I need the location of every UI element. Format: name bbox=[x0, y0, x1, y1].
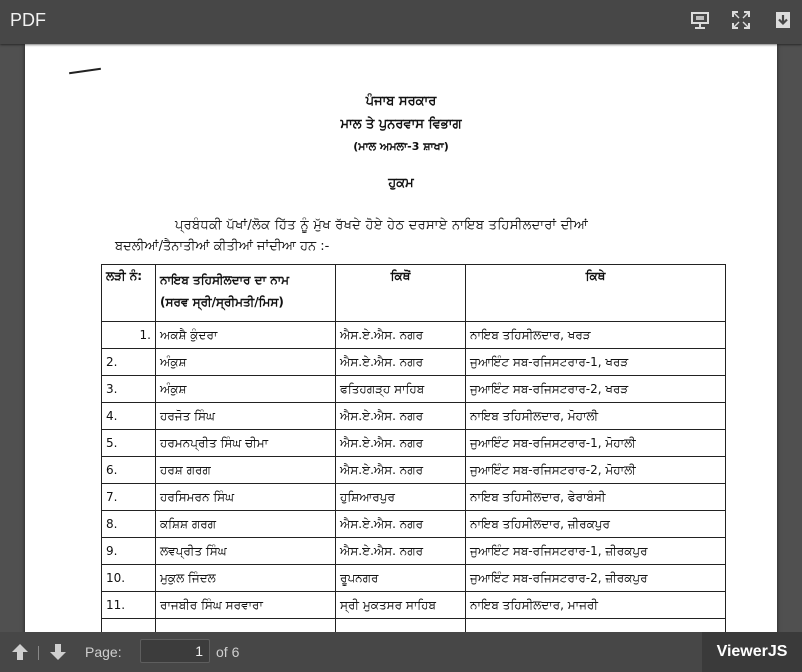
document-viewport[interactable] bbox=[0, 44, 802, 632]
row-to bbox=[466, 619, 726, 633]
header-department: ਮਾਲ ਤੇ ਪੁਨਰਵਾਸ ਵਿਭਾਗ bbox=[340, 117, 462, 132]
row-serial: 11. bbox=[102, 592, 156, 619]
scan-mark bbox=[69, 68, 101, 74]
row-from: ਐਸ.ਏ.ਐਸ. ਨਗਰ bbox=[336, 538, 466, 565]
row-from: ਐਸ.ਏ.ਐਸ. ਨਗਰ bbox=[336, 511, 466, 538]
row-serial: 2. bbox=[102, 349, 156, 376]
row-from: ਰੂਪਨਗਰ bbox=[336, 565, 466, 592]
table-row bbox=[102, 484, 726, 511]
header-name bbox=[156, 265, 336, 322]
row-serial: 7. bbox=[102, 484, 156, 511]
arrow-up-icon[interactable] bbox=[10, 642, 30, 662]
row-name: ਹਰਜੋਤ ਸਿੰਘ bbox=[156, 403, 336, 430]
viewerjs-brand[interactable]: ViewerJS bbox=[702, 632, 802, 672]
row-from: ਫਤਿਹਗੜ੍ਹ ਸਾਹਿਬ bbox=[336, 376, 466, 403]
transfer-table bbox=[101, 264, 726, 632]
table-header-row bbox=[102, 265, 726, 322]
row-from: ਐਸ.ਏ.ਐਸ. ਨਗਰ bbox=[336, 457, 466, 484]
row-from: ਐਸ.ਏ.ਐਸ. ਨਗਰ bbox=[336, 403, 466, 430]
table-row bbox=[102, 457, 726, 484]
row-from: ਸ੍ਰੀ ਮੁਕਤਸਰ ਸਾਹਿਬ bbox=[336, 592, 466, 619]
row-name: ਰਾਜਬੀਰ ਸਿੰਘ ਸਰਵਾਰਾ bbox=[156, 592, 336, 619]
table-row bbox=[102, 565, 726, 592]
row-serial bbox=[102, 619, 156, 633]
row-name: ਹਰਸਿਮਰਨ ਸਿੰਘ bbox=[156, 484, 336, 511]
row-name bbox=[156, 619, 336, 633]
header-from: ਕਿਥੋਂ bbox=[336, 265, 466, 322]
row-name: ਅਕਸ਼ੈ ਕੁੰਦਰਾ bbox=[156, 322, 336, 349]
row-name: ਹਰਸ਼ ਗਰਗ bbox=[156, 457, 336, 484]
row-to: ਜੁਆਇੰਟ ਸਬ-ਰਜਿਸਟਰਾਰ-1, ਖਰੜ bbox=[466, 349, 726, 376]
row-serial: 8. bbox=[102, 511, 156, 538]
table-row-partial bbox=[102, 619, 726, 633]
table-row bbox=[102, 376, 726, 403]
header-to: ਕਿਥੇ bbox=[466, 265, 726, 322]
toolbar-separator bbox=[38, 646, 39, 660]
presentation-icon[interactable] bbox=[690, 10, 710, 30]
table-row bbox=[102, 403, 726, 430]
row-to: ਨਾਇਬ ਤਹਿਸੀਲਦਾਰ, ਮੋਹਾਲੀ bbox=[466, 403, 726, 430]
order-title: ਹੁਕਮ bbox=[388, 176, 414, 191]
row-from bbox=[336, 619, 466, 633]
row-to: ਜੁਆਇੰਟ ਸਬ-ਰਜਿਸਟਰਾਰ-2, ਮੋਹਾਲੀ bbox=[466, 457, 726, 484]
row-to: ਨਾਇਬ ਤਹਿਸੀਲਦਾਰ, ਫੇਰਾਬੰਸੀ bbox=[466, 484, 726, 511]
page-number-input[interactable] bbox=[140, 639, 210, 663]
document-title: PDF bbox=[10, 10, 46, 30]
row-from: ਹੁਸ਼ਿਆਰਪੁਰ bbox=[336, 484, 466, 511]
row-serial: 5. bbox=[102, 430, 156, 457]
row-name: ਕਸ਼ਿਸ਼ ਗਰਗ bbox=[156, 511, 336, 538]
row-serial: 1. bbox=[102, 322, 156, 349]
arrow-down-icon[interactable] bbox=[48, 642, 68, 662]
row-serial: 6. bbox=[102, 457, 156, 484]
row-to: ਜੁਆਇੰਟ ਸਬ-ਰਜਿਸਟਰਾਰ-1, ਜ਼ੀਰਕਪੁਰ bbox=[466, 538, 726, 565]
row-to: ਜੁਆਇੰਟ ਸਬ-ਰਜਿਸਟਰਾਰ-2, ਖਰੜ bbox=[466, 376, 726, 403]
header-government: ਪੰਜਾਬ ਸਰਕਾਰ bbox=[365, 94, 437, 109]
table-row bbox=[102, 592, 726, 619]
row-name: ਅੰਕੁਸ਼ bbox=[156, 376, 336, 403]
table-row bbox=[102, 349, 726, 376]
page-total: of 6 bbox=[216, 644, 240, 660]
page-label: Page: bbox=[85, 644, 122, 660]
row-to: ਨਾਇਬ ਤਹਿਸੀਲਦਾਰ, ਜ਼ੀਰਕਪੁਰ bbox=[466, 511, 726, 538]
order-paragraph-line1: ਪ੍ਰਬੰਧਕੀ ਪੱਖਾਂ/ਲੋਕ ਹਿੱਤ ਨੂੰ ਮੁੱਖ ਰੱਖਦੇ ਹੋਏ ਹੇਠ ਦਰਸਾਏ ਨਾਇਬ ਤਹਿਸੀਲਦਾਰਾਂ ਦੀਆਂ bbox=[175, 218, 589, 233]
row-from: ਐਸ.ਏ.ਐਸ. ਨਗਰ bbox=[336, 322, 466, 349]
row-to: ਜੁਆਇੰਟ ਸਬ-ਰਜਿਸਟਰਾਰ-1, ਮੋਹਾਲੀ bbox=[466, 430, 726, 457]
pdf-page bbox=[25, 44, 777, 632]
row-from: ਐਸ.ਏ.ਐਸ. ਨਗਰ bbox=[336, 430, 466, 457]
row-serial: 4. bbox=[102, 403, 156, 430]
row-to: ਨਾਇਬ ਤਹਿਸੀਲਦਾਰ, ਮਾਜਰੀ bbox=[466, 592, 726, 619]
table-row bbox=[102, 430, 726, 457]
row-name: ਹਰਮਨਪ੍ਰੀਤ ਸਿੰਘ ਚੀਮਾ bbox=[156, 430, 336, 457]
row-serial: 3. bbox=[102, 376, 156, 403]
row-name: ਮੁਕੁਲ ਜਿੰਦਲ bbox=[156, 565, 336, 592]
header-name-line1: ਨਾਇਬ ਤਹਿਸੀਲਦਾਰ ਦਾ ਨਾਮ bbox=[160, 273, 290, 287]
table-row bbox=[102, 511, 726, 538]
row-to: ਜੁਆਇੰਟ ਸਬ-ਰਜਿਸਟਰਾਰ-2, ਜ਼ੀਰਕਪੁਰ bbox=[466, 565, 726, 592]
row-to: ਨਾਇਬ ਤਹਿਸੀਲਦਾਰ, ਖਰੜ bbox=[466, 322, 726, 349]
row-name: ਲਵਪ੍ਰੀਤ ਸਿੰਘ bbox=[156, 538, 336, 565]
order-paragraph-line2: ਬਦਲੀਆਂ/ਤੈਨਾਤੀਆਂ ਕੀਤੀਆਂ ਜਾਂਦੀਆ ਹਨ :- bbox=[115, 239, 330, 254]
header-name-line2: (ਸਰਵ ਸ੍ਰੀ/ਸ੍ਰੀਮਤੀ/ਮਿਸ) bbox=[160, 295, 284, 309]
header-branch: (ਮਾਲ ਅਮਲਾ-3 ਸ਼ਾਖਾ) bbox=[353, 140, 449, 153]
table-row bbox=[102, 538, 726, 565]
row-name: ਅੰਕੁਸ਼ bbox=[156, 349, 336, 376]
download-icon[interactable] bbox=[773, 10, 793, 30]
row-serial: 10. bbox=[102, 565, 156, 592]
bottom-toolbar bbox=[0, 632, 802, 672]
top-toolbar bbox=[0, 0, 802, 44]
table-row bbox=[102, 322, 726, 349]
row-from: ਐਸ.ਏ.ਐਸ. ਨਗਰ bbox=[336, 349, 466, 376]
header-serial: ਲੜੀ ਨੰ: bbox=[102, 265, 156, 322]
row-serial: 9. bbox=[102, 538, 156, 565]
fullscreen-icon[interactable] bbox=[731, 10, 751, 30]
